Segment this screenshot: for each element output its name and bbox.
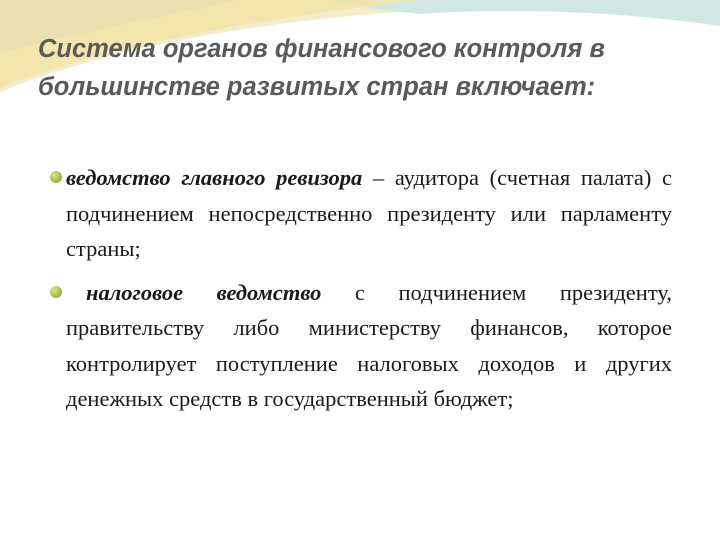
item-emphasis: ведомство главного ревизора — [66, 165, 363, 190]
bullet-icon — [50, 286, 62, 298]
item-text: – аудитора (счетная палата) с подчинением непосредственно президенту или парламенту страны; — [66, 165, 672, 261]
list-item — [50, 160, 672, 267]
bullet-list — [50, 160, 672, 425]
bullet-icon — [50, 171, 62, 183]
item-emphasis: налоговое ведомство — [86, 279, 322, 305]
list-item — [50, 275, 672, 417]
slide-title: Система органов финансового контроля в большинстве развитых стран включает: — [38, 35, 605, 101]
item-text: с подчинением президенту, правительству либо министерству финансов, которое контролирует поступление налоговых доходов и других денежных средств в государственный бюджет; — [66, 279, 672, 411]
